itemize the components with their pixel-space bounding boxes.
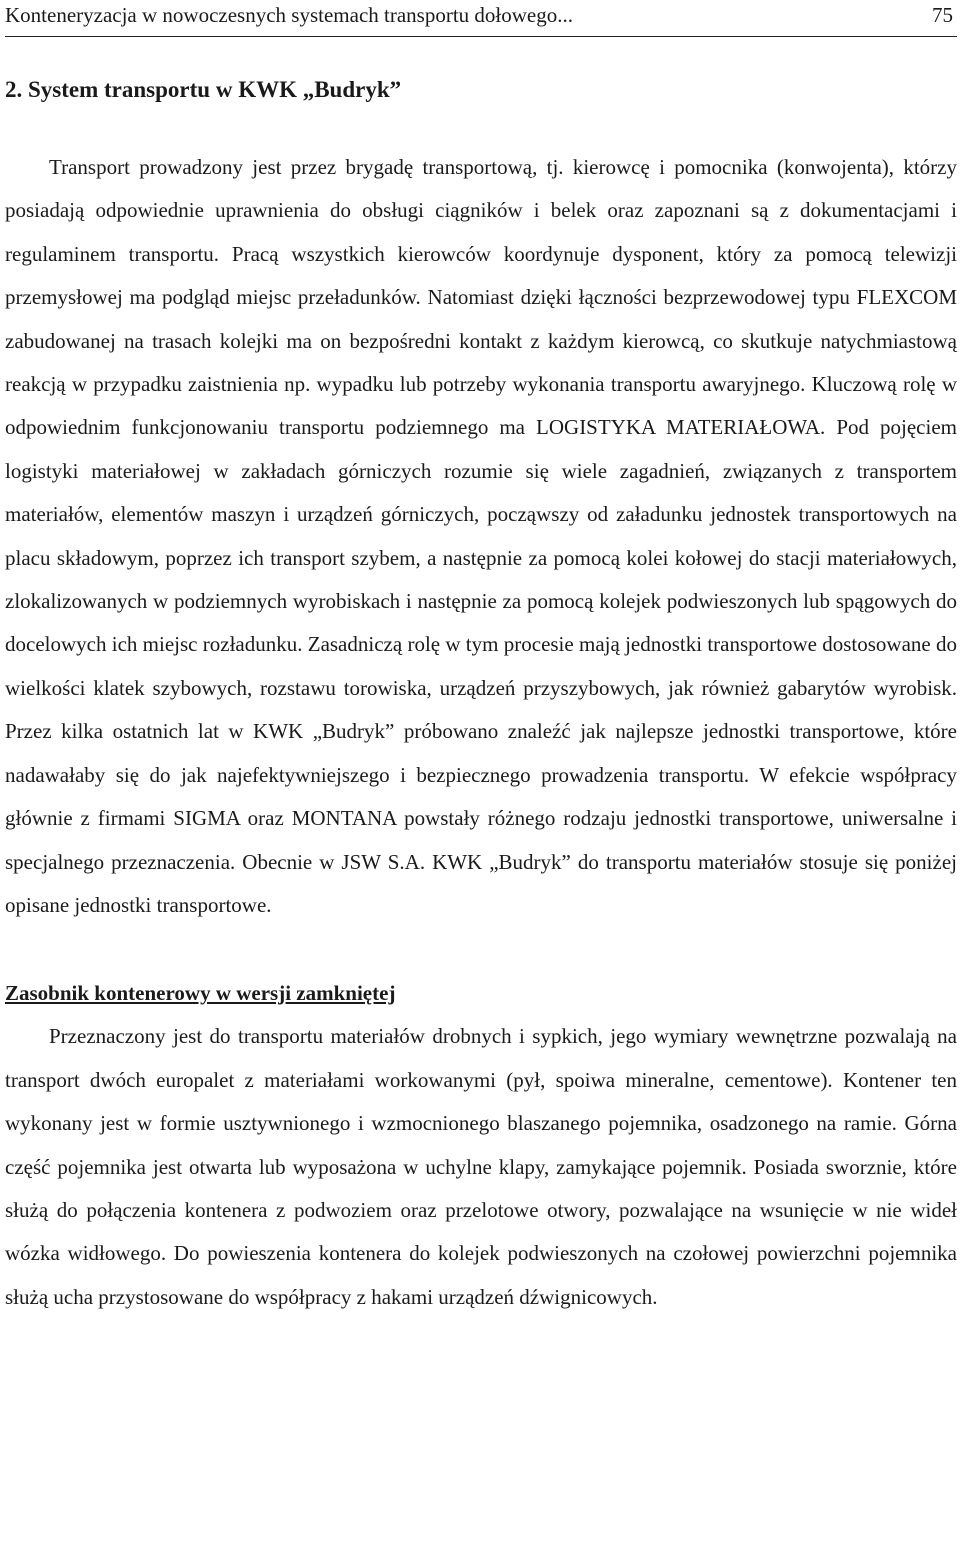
section-paragraph: Transport prowadzony jest przez brygadę transportową, tj. kierowcę i pomocnika (konwojenta), którzy posiadają odpowiednie uprawnienia do obsługi ciągników i belek oraz zapoznani są z dokumentacjami i regulaminem transportu. Pracą wszystkich kierowców koordynuje dysponent, który za pomocą telewizji przemysłowej ma podgląd miejsc przeładunków. Natomiast dzięki łączności bezprzewodowej typu FLEXCOM zabudowanej na trasach kolejki ma on bezpośredni kontakt z każdym kierowcą, co skutkuje natychmiastową reakcją w przypadku zaistnienia np. wypadku lub potrzeby wykonania transportu awaryjnego. Kluczową rolę w odpowiednim funkcjonowaniu transportu podziemnego ma LOGISTYKA MATERIAŁOWA. Pod pojęciem logistyki materiałowej w zakładach górniczych rozumie się wiele zagadnień, związanych z transportem materiałów, elementów maszyn i urządzeń górniczych, począwszy od załadunku jednostek transportowych na placu składowym, poprzez ich transport szybem, a następnie za pomocą kolei kołowej do stacji materiałowych, zlokalizowanych w podziemnych wyrobiskach i następnie za pomocą kolejek podwieszonych lub spągowych do docelowych ich miejsc rozładunku. Zasadniczą rolę w tym procesie mają jednostki transportowe dostosowane do wielkości klatek szybowych, rozstawu torowiska, urządzeń przyszybowych, jak również gabarytów wyrobisk. Przez kilka ostatnich lat w KWK „Budryk” próbowano znaleźć jak najlepsze jednostki transportowe, które nadawałaby się do jak najefektywniejszego i bezpiecznego prowadzenia transportu. W efekcie współpracy głównie z firmami SIGMA oraz MONTANA powstały różnego rodzaju jednostki transportowe, uniwersalne i specjalnego przeznaczenia. Obecnie w JSW S.A. KWK „Budryk” do transportu materiałów stosuje się poniżej opisane jednostki transportowe. bbox=[5, 155, 957, 917]
subsection-heading: Zasobnik kontenerowy w wersji zamkniętej bbox=[5, 981, 396, 1006]
page-number: 75 bbox=[932, 3, 953, 27]
subsection-paragraph: Przeznaczony jest do transportu materiałów drobnych i sypkich, jego wymiary wewnętrzne pozwalają na transport dwóch europalet z materiałami workowanymi (pył, spoiwa mineralne, cementowe). Kontener ten wykonany jest w formie usztywnionego i wzmocnionego blaszanego pojemnika, osadzonego na ramie. Górna część pojemnika jest otwarta lub wyposażona w uchylne klapy, zamykające pojemnik. Posiada sworznie, które służą do połączenia kontenera z podwoziem oraz przelotowe otwory, pozwalające na wsunięcie w nie wideł wózka widłowego. Do powieszenia kontenera do kolejek podwieszonych na czołowej powierzchni pojemnika służą ucha przystosowane do współpracy z hakami urządzeń dźwignicowych. bbox=[5, 1024, 957, 1309]
section-heading: 2. System transportu w KWK „Budryk” bbox=[5, 77, 402, 102]
running-header bbox=[5, 0, 957, 37]
running-title: Konteneryzacja w nowoczesnych systemach transportu dołowego... bbox=[5, 3, 573, 27]
document-page bbox=[5, 0, 957, 1319]
